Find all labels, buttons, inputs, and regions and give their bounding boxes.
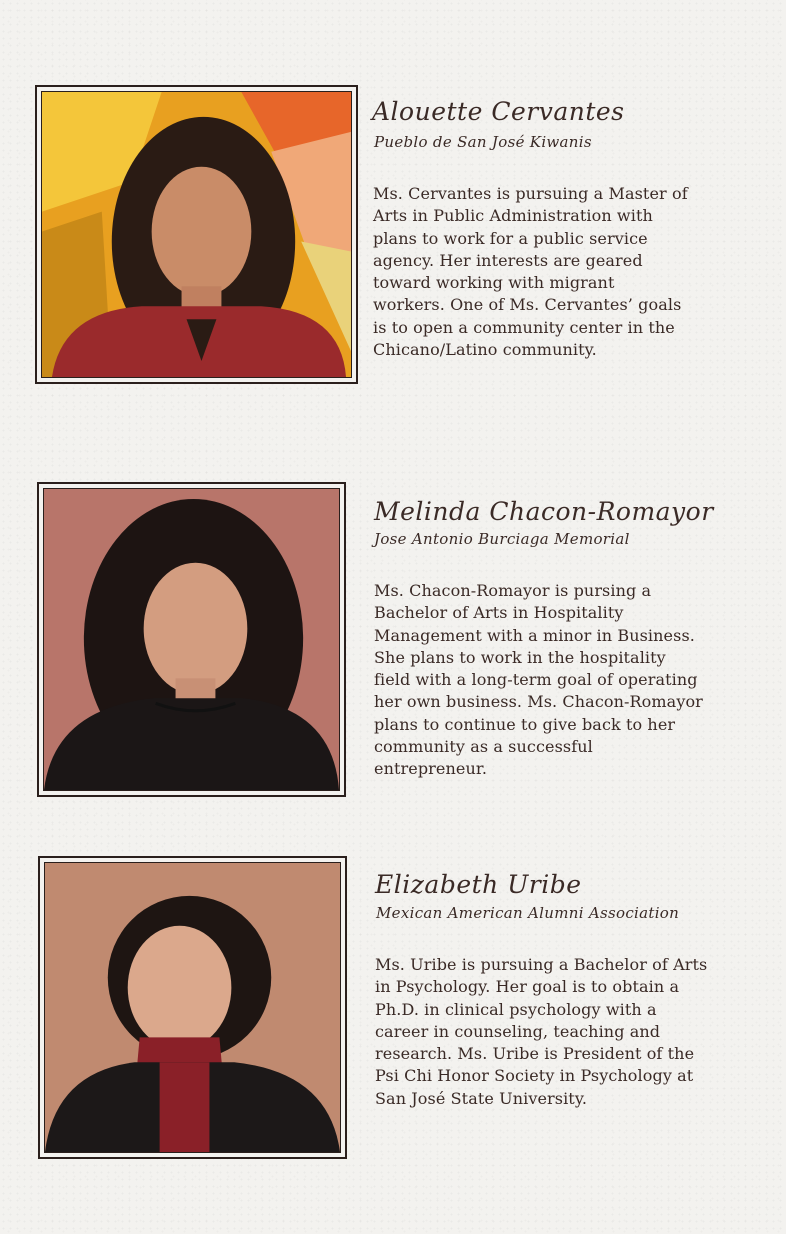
scholar-organization: Jose Antonio Burciaga Memorial	[374, 530, 630, 548]
portrait-frame	[38, 856, 347, 1159]
portrait-photo	[45, 863, 340, 1152]
scholar-bio: Ms. Chacon-Romayor is pursing a Bachelor of Arts in Hospitality Management with a minor in Business. She plans to work in the hospitality field with a long-term goal of operating her own business. Ms. Chacon-Romayor plans to continue to give back to her community as a successful entrepreneur.	[374, 581, 703, 779]
scholar-bio: Ms. Uribe is pursuing a Bachelor of Arts in Psychology. Her goal is to obtain a Ph.D. in clinical psychology with a career in counseling, teaching and research. Ms. Uribe is President of the Psi Chi Honor Society in Psychology at San José State University.	[375, 955, 708, 1108]
scholar-organization: Pueblo de San José Kiwanis	[374, 133, 592, 151]
scholar-name: Elizabeth Uribe	[375, 870, 582, 899]
scholar-name: Melinda Chacon-Romayor	[374, 497, 714, 526]
portrait-frame	[37, 482, 346, 797]
portrait-photo	[44, 489, 339, 790]
scholar-organization: Mexican American Alumni Association	[376, 904, 680, 922]
scholar-name: Alouette Cervantes	[372, 97, 625, 126]
scholar-bio: Ms. Cervantes is pursuing a Master of Arts in Public Administration with plans to work for a public service agency. Her interests are geared toward working with migrant workers. One of Ms. Cervantes’ goals is to open a community center in the Chicano/Latino community.	[373, 184, 688, 360]
